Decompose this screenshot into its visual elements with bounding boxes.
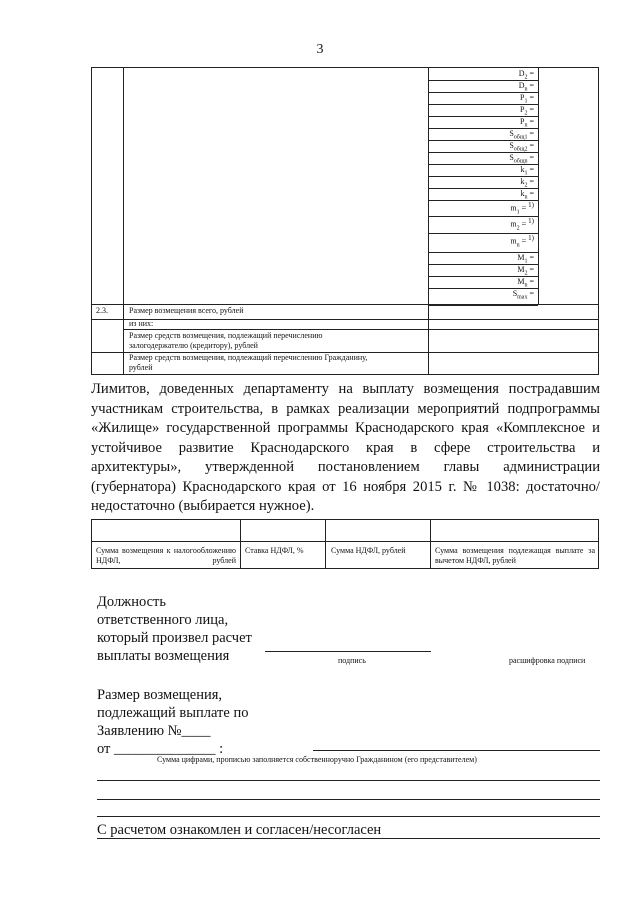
param-P-2: $P_2$ = bbox=[520, 105, 534, 117]
param-S-общ2: $S_{общ2}$ = bbox=[509, 141, 534, 153]
param-k-1: $k_1$ = bbox=[520, 165, 534, 177]
amount-line-4[interactable] bbox=[97, 816, 600, 817]
param-S-общ1: $S_{общ1}$ = bbox=[509, 129, 534, 141]
ndfl-header-taxable: Сумма возмещения к налогообложению НДФЛ, рублей bbox=[96, 546, 236, 565]
payment-label: Размер возмещения, подлежащий выплате по Заявлению №____ от ______________ : bbox=[97, 687, 249, 757]
row-number: 2.3. bbox=[96, 306, 108, 315]
param-m-2: $m_2 = ^{1)}$ bbox=[510, 217, 534, 232]
param-k-2: $k_2$ = bbox=[520, 177, 534, 189]
param-m-1: $m_1 = ^{1)}$ bbox=[510, 201, 534, 216]
decode-caption: расшифровка подписи bbox=[509, 656, 586, 665]
signature-line[interactable] bbox=[265, 651, 431, 652]
ndfl-header-rate: Ставка НДФЛ, % bbox=[245, 546, 304, 555]
param-m-n: $m_n = ^{1)}$ bbox=[510, 234, 534, 249]
ndfl-header-amount: Сумма НДФЛ, рублей bbox=[331, 546, 406, 555]
param-P-n: $P_n$ = bbox=[520, 117, 534, 129]
param-D-2: $D_2$ = bbox=[518, 69, 534, 81]
amount-line-2[interactable] bbox=[97, 780, 600, 781]
row-total-label: Размер возмещения всего, рублей bbox=[129, 306, 244, 315]
param-M-2: $M_2$ = bbox=[517, 265, 534, 277]
param-P-1: $P_1$ = bbox=[520, 93, 534, 105]
amount-line-3[interactable] bbox=[97, 799, 600, 800]
ndfl-header-net: Сумма возмещения подлежащая выплате за вычетом НДФЛ, рублей bbox=[435, 546, 595, 565]
signature-caption: подпись bbox=[338, 656, 366, 665]
param-S-max: $S_{max}$ = bbox=[512, 289, 534, 301]
page-number: 3 bbox=[316, 42, 324, 57]
amount-caption: Сумма цифрами, прописью заполняется собственноручно Гражданином (его представителем) bbox=[157, 755, 477, 764]
row-of-them-label: из них: bbox=[129, 319, 154, 328]
param-M-n: $M_n$ = bbox=[517, 277, 534, 289]
agreement-text: С расчетом ознакомлен и согласен/несогласен bbox=[97, 822, 382, 838]
row-creditor-label: Размер средств возмещения, подлежащий перечислению залогодержателю (кредитору), рублей bbox=[129, 331, 323, 350]
amount-line-1[interactable] bbox=[313, 750, 600, 751]
param-D-n: $D_n$ = bbox=[518, 81, 534, 93]
agreement-line[interactable] bbox=[97, 838, 600, 839]
ndfl-table bbox=[91, 519, 599, 569]
param-k-n: $k_n$ = bbox=[520, 189, 534, 201]
limits-paragraph: Лимитов, доведенных департаменту на выплату возмещения пострадавшим участникам строительства, в рамках реализации мероприятий подпрограммы «Жилище» государственной программы Краснодарского края «Комплексное и устойчивое развитие Краснодарского края в сфере строительства и архитектуры», утвержденной постановлением главы администрации (губернатора) Краснодарского края от 16 ноября 2015 г. № 1038: достаточно/недостаточно (выбирается нужное). bbox=[91, 381, 600, 514]
param-S-общn: $S_{общn}$ = bbox=[509, 153, 534, 165]
row-citizen-label: Размер средств возмещения, подлежащий перечислению Гражданину, рублей bbox=[129, 353, 368, 372]
position-label: Должность ответственного лица, который произвел расчет выплаты возмещения bbox=[97, 594, 252, 664]
param-M-1: $M_1$ = bbox=[517, 253, 534, 265]
